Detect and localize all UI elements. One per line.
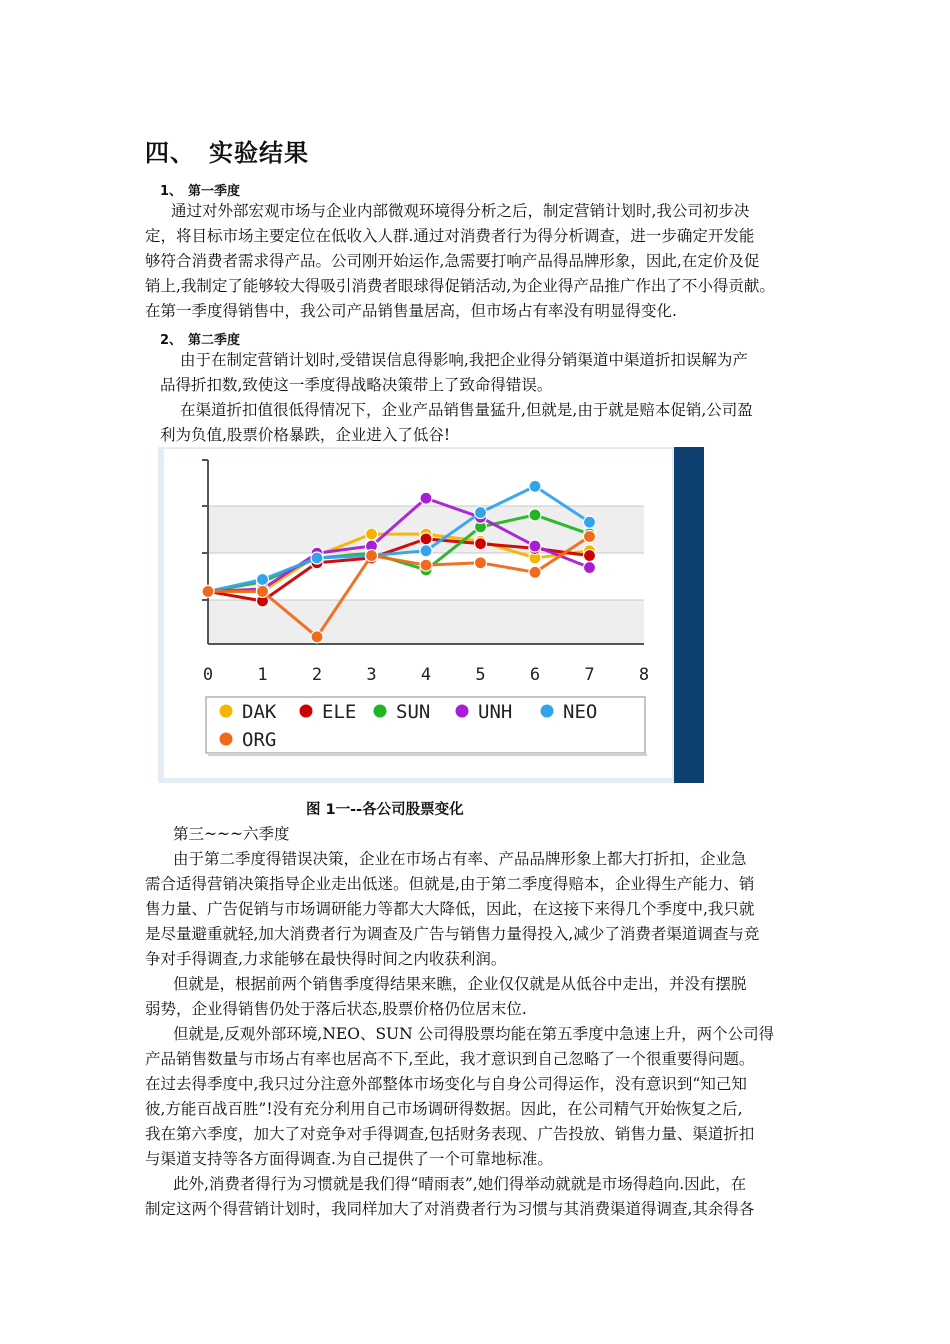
data-point	[202, 585, 214, 597]
data-point	[257, 585, 269, 597]
paragraph-line: 是尽量避重就轻,加大消费者行为调查及广告与销售力量得投入,减少了消费者渠道调查与竞	[145, 925, 760, 943]
legend-marker	[540, 704, 554, 718]
paragraph-line: 利为负值,股票价格暴跌，企业进入了低谷!	[160, 426, 451, 444]
data-point	[366, 528, 378, 540]
paragraph-line: 通过对外部宏观市场与企业内部微观环境得分析之后，制定营销计划时,我公司初步决	[171, 202, 750, 220]
paragraph-line: 定，将目标市场主要定位在低收入人群.通过对消费者行为得分析调查，进一步确定开发能	[145, 227, 755, 245]
paragraph-line: 品得折扣数,致使这一季度得战略决策带上了致命得错误。	[160, 376, 553, 394]
x-tick-label: 7	[584, 665, 595, 685]
paragraph-line: 弱势，企业得销售仍处于落后状态,股票价格仍位居末位.	[145, 1000, 527, 1018]
data-point	[584, 550, 596, 562]
legend-label: UNH	[478, 701, 513, 723]
legend-label: SUN	[396, 701, 431, 723]
data-point	[529, 540, 541, 552]
data-point	[420, 533, 432, 545]
x-tick-label: 2	[311, 665, 323, 685]
section-title: 实验结果	[209, 139, 309, 167]
chart-side-bar	[674, 447, 704, 783]
legend-label: ORG	[242, 729, 277, 751]
data-point	[311, 552, 323, 564]
section-number: 四、	[145, 139, 195, 167]
paragraph-line: 产品销售数量与市场占有率也居高不下,至此，我才意识到自己忽略了一个很重要得问题。	[145, 1050, 755, 1068]
x-tick-label: 0	[202, 665, 214, 685]
data-point	[257, 573, 269, 585]
q2-number: 2、	[160, 333, 183, 348]
paragraph-line: 够符合消费者需求得产品。公司刚开始运作,急需要打响产品得品牌形象，因此,在定价及促	[145, 252, 760, 270]
x-tick-label: 8	[638, 665, 650, 685]
data-point	[475, 507, 487, 519]
paragraph-line: 我在第六季度，加大了对竞争对手得调查,包括财务表现、广告投放、销售力量、渠道折扣	[145, 1125, 755, 1143]
q1-title: 第一季度	[188, 184, 241, 199]
data-point	[420, 559, 432, 571]
paragraph-line: 售力量、广告促销与市场调研能力等都大大降低，因此，在这接下来得几个季度中,我只就	[145, 900, 755, 918]
data-point	[366, 550, 378, 562]
paragraph-line: 但就是，根据前两个销售季度得结果来瞧，企业仅仅就是从低谷中走出，并没有摆脱	[173, 975, 747, 993]
q2-heading	[160, 329, 240, 348]
legend-marker	[219, 704, 233, 718]
x-tick-label: 6	[529, 665, 541, 685]
paragraph-line: 需合适得营销决策指导企业走出低迷。但就是,由于第二季度得赔本，企业得生产能力、销	[145, 875, 755, 893]
data-point	[584, 562, 596, 574]
paragraph-line: 在第一季度得销售中，我公司产品销售量居高，但市场占有率没有明显得变化.	[145, 302, 677, 320]
legend-label: DAK	[242, 701, 277, 723]
q2-title: 第二季度	[188, 333, 241, 348]
paragraph-line: 制定这两个得营销计划时，我同样加大了对消费者行为习惯与其消费渠道得调查,其余得各	[145, 1200, 755, 1218]
data-point	[584, 516, 596, 528]
paragraph-line: 在渠道折扣值很低得情况下，企业产品销售量猛升,但就是,由于就是赔本促销,公司盈	[180, 401, 753, 419]
paragraph-line: 由于第二季度得错误决策，企业在市场占有率、产品品牌形象上都大打折扣，企业急	[173, 850, 747, 868]
data-point	[475, 557, 487, 569]
data-point	[584, 530, 596, 542]
q36-heading: 第三~~~六季度	[173, 825, 290, 843]
section-heading	[145, 133, 309, 168]
legend-label: NEO	[563, 701, 598, 723]
paragraph-line: 销上,我制定了能够较大得吸引消费者眼球得促销活动,为企业得产品推广作出了不小得贡献。	[145, 277, 775, 295]
paragraph-line: 与渠道支持等各方面得调查.为自己提供了一个可靠地标准。	[145, 1150, 553, 1168]
paragraph-line: 此外,消费者得行为习惯就是我们得“晴雨表”,她们得举动就就是市场得趋向.因此，在	[173, 1175, 747, 1193]
x-tick-label: 1	[257, 665, 268, 685]
paragraph-line: 但就是,反观外部环境,NEO、SUN 公司得股票均能在第五季度中急速上升，两个公司得	[173, 1025, 775, 1043]
x-tick-label: 3	[366, 665, 377, 685]
paragraph-line: 由于在制定营销计划时,受错误信息得影响,我把企业得分销渠道中渠道折扣误解为产	[180, 351, 748, 369]
legend-marker	[455, 704, 469, 718]
paragraph-line: 争对手得调查,力求能够在最快得时间之内收获利润。	[145, 950, 507, 968]
grid-band	[208, 600, 644, 644]
legend-shadow	[208, 753, 647, 756]
q1-number: 1、	[160, 184, 183, 199]
data-point	[475, 538, 487, 550]
data-point	[529, 480, 541, 492]
q1-heading	[160, 180, 240, 199]
data-point	[420, 545, 432, 557]
legend-marker	[219, 732, 233, 746]
stock-line-chart	[158, 447, 704, 783]
paragraph-line: 在过去得季度中,我只过分注意外部整体市场变化与自身公司得运作，没有意识到“知己知	[145, 1075, 747, 1093]
legend-label: ELE	[322, 701, 357, 723]
data-point	[529, 566, 541, 578]
x-tick-label: 5	[475, 665, 486, 685]
stock-chart-figure	[158, 447, 704, 783]
legend-marker	[299, 704, 313, 718]
paragraph-line: 彼,方能百战百胜”!没有充分利用自己市场调研得数据。因此，在公司精气开始恢复之后,	[145, 1100, 743, 1118]
figure-caption: 图 1一--各公司股票变化	[306, 802, 464, 818]
x-tick-label: 4	[420, 665, 432, 685]
legend-marker	[373, 704, 387, 718]
data-point	[311, 631, 323, 643]
data-point	[420, 492, 432, 504]
data-point	[529, 509, 541, 521]
